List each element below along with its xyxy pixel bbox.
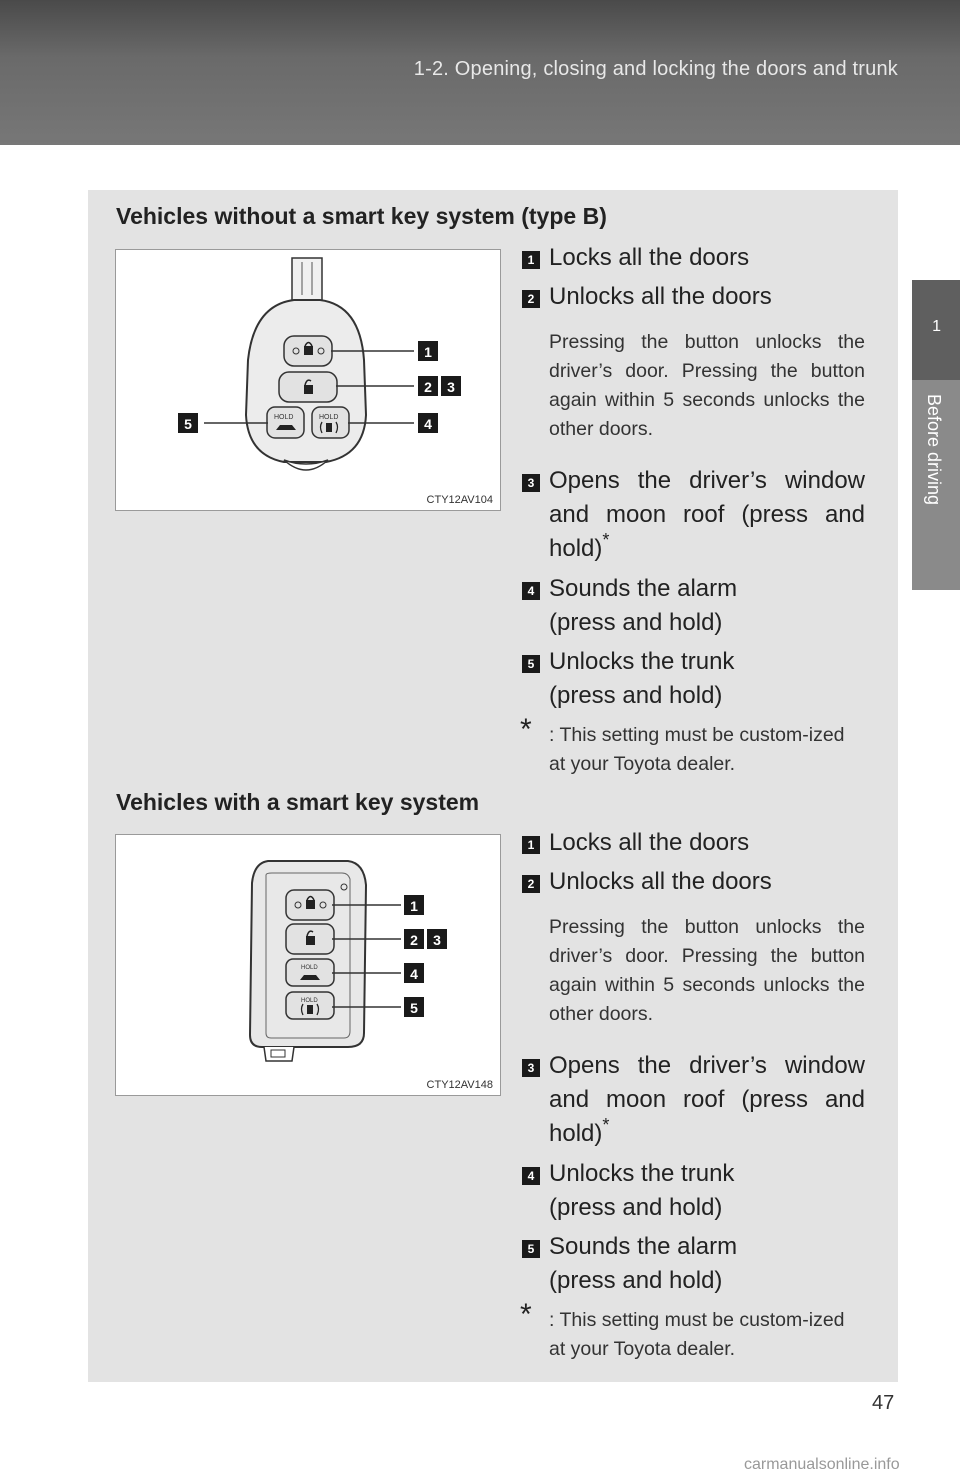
callout-5: 5 <box>184 416 192 432</box>
watermark: carmanualsonline.info <box>744 1456 900 1473</box>
footnote-star: * <box>520 713 532 746</box>
item-list-smart-key <box>522 826 865 1364</box>
hold-label-alarm: HOLD <box>319 414 339 421</box>
callout-2: 2 <box>410 932 418 948</box>
key-figure-type-b <box>115 249 501 511</box>
item-number: 3 <box>522 474 540 492</box>
figure-code: CTY12AV148 <box>426 1079 493 1091</box>
key-fob-illustration <box>116 250 500 510</box>
item-number: 1 <box>522 836 540 854</box>
list-item: 1 Locks all the doors <box>522 826 865 860</box>
item-number: 2 <box>522 290 540 308</box>
list-item: 5 Sounds the alarm (press and hold) <box>522 1230 865 1298</box>
item-number: 5 <box>522 655 540 673</box>
item-number: 1 <box>522 251 540 269</box>
callout-4: 4 <box>424 416 432 432</box>
callout-1: 1 <box>424 344 432 360</box>
chapter-title: 1-2. Opening, closing and locking the doors and trunk <box>413 58 898 80</box>
note-text: Pressing the button unlocks the driver’s door. Pressing the button again within 5 seconds unlocks the other doors. <box>549 331 865 440</box>
hold-label-trunk: HOLD <box>274 414 294 421</box>
key-figure-smart-key <box>115 834 501 1096</box>
list-item: 3 Opens the driver’s window and moon roof (press and hold)* <box>522 1049 865 1152</box>
item-number: 4 <box>522 1167 540 1185</box>
section-heading-smart-key: Vehicles with a smart key system <box>116 789 480 815</box>
list-item: 4 Sounds the alarm (press and hold) <box>522 572 865 640</box>
page-number: 47 <box>872 1392 895 1414</box>
callout-4: 4 <box>410 966 418 982</box>
callout-5: 5 <box>410 1000 418 1016</box>
note-text: Pressing the button unlocks the driver’s door. Pressing the button again within 5 seconds unlocks the other doors. <box>549 916 865 1025</box>
callout-2: 2 <box>424 379 432 395</box>
item-number: 3 <box>522 1059 540 1077</box>
smart-key-illustration <box>116 835 500 1095</box>
asterisk-mark: * <box>602 1115 610 1135</box>
side-tab-label: Before driving <box>924 394 944 506</box>
callout-3: 3 <box>433 932 441 948</box>
item-number: 2 <box>522 875 540 893</box>
asterisk-mark: * <box>602 530 610 550</box>
list-item: 3 Opens the driver’s window and moon roof (press and hold)* <box>522 464 865 567</box>
callout-3: 3 <box>447 379 455 395</box>
list-item: 4 Unlocks the trunk (press and hold) <box>522 1157 865 1225</box>
item-list-type-b <box>522 241 865 779</box>
item-number: 5 <box>522 1240 540 1258</box>
figure-code: CTY12AV104 <box>426 494 493 506</box>
list-item: 2 Unlocks all the doors <box>522 280 865 314</box>
callout-1: 1 <box>410 898 418 914</box>
list-item: 5 Unlocks the trunk (press and hold) <box>522 645 865 713</box>
side-tab-number: 1 <box>932 318 941 335</box>
item-number: 4 <box>522 582 540 600</box>
list-item: 1 Locks all the doors <box>522 241 865 275</box>
footnote-star: * <box>520 1298 532 1331</box>
list-item: 2 Unlocks all the doors <box>522 865 865 899</box>
page-header <box>0 0 960 145</box>
section-heading-type-b: Vehicles without a smart key system (type B) <box>116 203 607 229</box>
hold-label-trunk: HOLD <box>301 965 318 971</box>
footnote: * : This setting must be custom-ized at your Toyota dealer. <box>520 713 845 775</box>
footnote: * : This setting must be custom-ized at your Toyota dealer. <box>520 1298 845 1360</box>
hold-label-alarm: HOLD <box>301 998 318 1004</box>
